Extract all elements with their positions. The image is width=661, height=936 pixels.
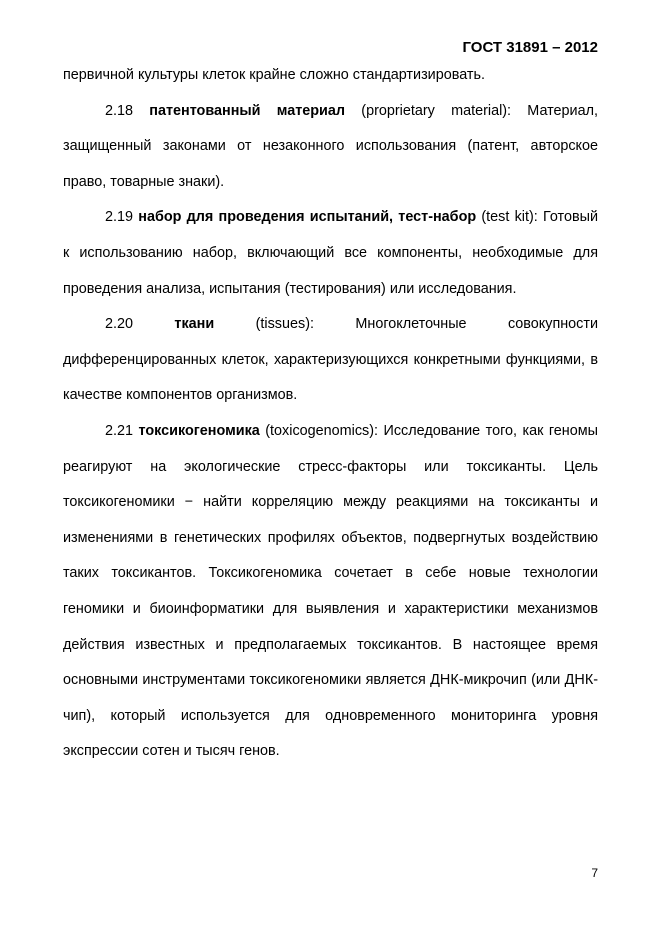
definition-number: 2.20 xyxy=(105,316,134,333)
definition-term: набор для проведения испытаний, тест-набор xyxy=(138,209,477,226)
definition-number: 2.19 xyxy=(105,209,134,226)
document-body xyxy=(63,58,598,770)
definition-2-19 xyxy=(63,200,598,307)
definition-number: 2.21 xyxy=(105,422,134,439)
definition-term: ткани xyxy=(174,316,215,333)
definition-2-18 xyxy=(63,94,598,201)
definition-text: (proprietary material): Материал, защищенный законами от незаконного использования (патент, авторское право, товарные знаки). xyxy=(63,102,598,190)
document-header xyxy=(462,39,598,56)
continued-paragraph: первичной культуры клеток крайне сложно стандартизировать. xyxy=(63,67,485,83)
definition-term: токсикогеномика xyxy=(138,422,260,439)
page-number: 7 xyxy=(591,866,598,880)
definition-text: (tissues): Многоклеточные совокупности дифференцированных клеток, характеризующихся конкретными функциями, в качестве компонентов организмов. xyxy=(63,316,599,404)
definition-number: 2.18 xyxy=(105,102,134,119)
standard-designation: ГОСТ 31891 – 2012 xyxy=(462,39,598,56)
definition-term: патентованный материал xyxy=(149,102,346,119)
definition-2-21 xyxy=(63,414,598,770)
definition-2-20 xyxy=(63,307,598,414)
definition-text: (test kit): Готовый к использованию набор, включающий все компоненты, необходимые для проведения анализа, испытания (тестирования) или исследования. xyxy=(63,209,598,297)
definition-text: (toxicogenomics): Исследование того, как геномы реагируют на экологические стресс-факторы или токсиканты. Цель токсикогеномики − найти корреляцию между реакциями на токсиканты и изменениями в генетических профилях объектов, подвергнутых воздействию таких токсикантов. Токсикогеномика сочетает в себе новые технологии геномики и биоинформатики для выявления и характеристики механизмов действия известных и предполагаемых токсикантов. В настоящее время основными инструментами токсикогеномики является ДНК-микрочип (или ДНК-чип), который используется для одновременного мониторинга уровня экспрессии сотен и тысяч генов. xyxy=(63,422,598,760)
